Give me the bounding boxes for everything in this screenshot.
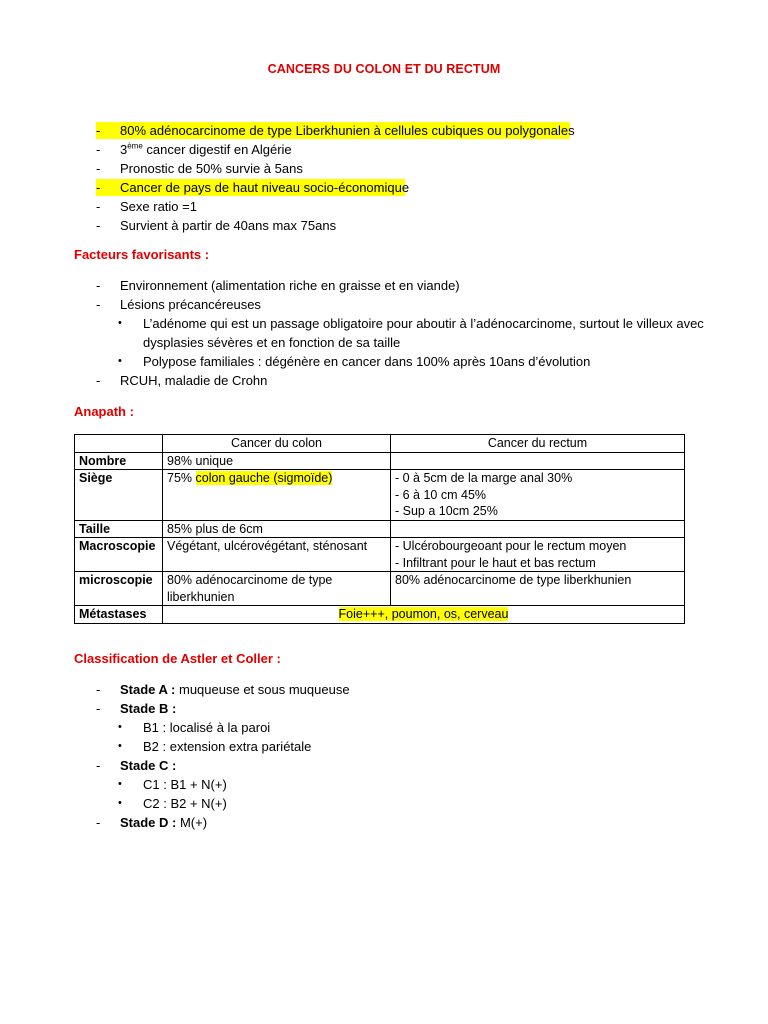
list-item-text: B2 : extension extra pariétale (143, 739, 312, 754)
list-item (0, 140, 768, 159)
dash-marker: - (96, 199, 101, 214)
table-cell: 98% unique (163, 452, 391, 470)
list-item (0, 775, 768, 794)
list-item-text: Cancer de pays de haut niveau socio-économique (120, 180, 410, 195)
ordinal-suffix: ème (127, 141, 143, 151)
table-row (75, 606, 685, 624)
list-item (0, 794, 768, 813)
list-item-text: B1 : localisé à la paroi (143, 720, 271, 735)
cell-text: 75% (167, 471, 196, 485)
ordinal-rest: cancer digestif en Algérie (142, 142, 292, 157)
table-row (75, 572, 685, 606)
list-item (0, 718, 768, 737)
list-item-text: 80% adénocarcinome de type Liberkhunien à cellules cubiques ou polygonales (120, 123, 575, 138)
row-label: Métastases (75, 606, 163, 624)
bullet-marker: • (118, 721, 122, 733)
table-cell (391, 520, 685, 538)
list-item-text (120, 140, 292, 159)
list-item-text: C2 : B2 + N(+) (143, 796, 227, 811)
list-item (0, 178, 768, 197)
table-header-row (75, 435, 685, 453)
list-item-text: Sexe ratio =1 (120, 199, 197, 214)
table-cell: 85% plus de 6cm (163, 520, 391, 538)
list-item (0, 352, 768, 371)
dash-marker: - (96, 682, 101, 697)
dash-marker: - (96, 123, 101, 138)
dash-marker: - (96, 701, 101, 716)
dash-marker: - (96, 218, 101, 233)
table-cell-merged (163, 606, 685, 624)
list-item (0, 371, 768, 390)
row-label: Siège (75, 470, 163, 521)
astler-list (0, 680, 768, 832)
row-label: Macroscopie (75, 538, 163, 572)
bullet-marker: • (118, 740, 122, 752)
table-row (75, 538, 685, 572)
list-item (0, 699, 768, 718)
column-header (75, 435, 163, 453)
ordinal-number: 3 (120, 142, 128, 157)
page-title: CANCERS DU COLON ET DU RECTUM (267, 62, 501, 76)
stage-description: muqueuse et sous muqueuse (175, 682, 350, 697)
highlighted-text: colon gauche (sigmoïde) (195, 471, 333, 485)
stage-label: Stade B : (120, 701, 177, 716)
list-item-text: Pronostic de 50% survie à 5ans (120, 161, 303, 176)
stage-label: Stade C : (120, 758, 177, 773)
dash-marker: - (96, 278, 101, 293)
dash-marker: - (96, 758, 101, 773)
table-cell: Végétant, ulcérovégétant, sténosant (163, 538, 391, 572)
stage-label: Stade A : (120, 682, 176, 697)
row-label: Taille (75, 520, 163, 538)
bullet-marker: • (118, 778, 122, 790)
dash-marker: - (96, 815, 101, 830)
column-header-rectum: Cancer du rectum (391, 435, 685, 453)
list-item (0, 756, 768, 775)
column-header-colon: Cancer du colon (163, 435, 391, 453)
intro-list (0, 121, 768, 235)
table-row (75, 470, 685, 521)
table-cell: 80% adénocarcinome de type liberkhunien (163, 572, 391, 606)
cell-line: - 0 à 5cm de la marge anal 30% (395, 471, 573, 485)
row-label: microscopie (75, 572, 163, 606)
table-cell (391, 538, 685, 572)
cell-line: - Sup a 10cm 25% (395, 504, 498, 518)
table-row (75, 452, 685, 470)
dash-marker: - (96, 373, 101, 388)
cell-line: - 6 à 10 cm 45% (395, 487, 487, 502)
list-item-text: Survient à partir de 40ans max 75ans (120, 218, 337, 233)
section-heading-astler: Classification de Astler et Coller : (74, 651, 281, 666)
list-item (0, 737, 768, 756)
list-item (0, 159, 768, 178)
section-heading-facteurs: Facteurs favorisants : (74, 247, 210, 262)
stage-description: M(+) (176, 815, 208, 830)
cell-line: - Infiltrant pour le haut et bas rectum (395, 555, 596, 570)
bullet-marker: • (118, 317, 122, 329)
dash-marker: - (96, 180, 101, 195)
facteurs-list (0, 276, 768, 390)
list-item-text (120, 813, 207, 832)
bullet-marker: • (118, 355, 122, 367)
list-item-text: L’adénome qui est un passage obligatoire pour aboutir à l’adénocarcinome, surtout le villeux avec dysplasies sévères et en fonction de sa taille (143, 316, 704, 350)
stage-label: Stade D : (120, 815, 177, 830)
table-cell (391, 470, 685, 521)
row-label: Nombre (75, 452, 163, 470)
section-heading-anapath: Anapath : (74, 404, 134, 419)
list-item (0, 216, 768, 235)
list-item (0, 314, 768, 352)
list-item-text (120, 756, 176, 775)
table-cell: 80% adénocarcinome de type liberkhunien (391, 572, 685, 606)
list-item-text: Polypose familiales : dégénère en cancer dans 100% après 10ans d’évolution (143, 354, 591, 369)
bullet-marker: • (118, 797, 122, 809)
list-item (0, 121, 768, 140)
dash-marker: - (96, 161, 101, 176)
table-cell (163, 470, 391, 521)
dash-marker: - (96, 142, 101, 157)
list-item-text (120, 680, 350, 699)
list-item (0, 680, 768, 699)
list-item (0, 276, 768, 295)
dash-marker: - (96, 297, 101, 312)
table-cell (391, 452, 685, 470)
list-item (0, 197, 768, 216)
list-item (0, 813, 768, 832)
list-item-text: RCUH, maladie de Crohn (120, 373, 268, 388)
list-item (0, 295, 768, 314)
anapath-table (74, 434, 685, 624)
list-item-text: Lésions précancéreuses (120, 297, 261, 312)
list-item-text: Environnement (alimentation riche en graisse et en viande) (120, 278, 460, 293)
table-row (75, 520, 685, 538)
cell-line: - Ulcérobourgeoant pour le rectum moyen (395, 539, 627, 553)
list-item-text (120, 699, 176, 718)
list-item-text: C1 : B1 + N(+) (143, 777, 227, 792)
highlighted-text: Foie+++, poumon, os, cerveau (338, 607, 509, 621)
